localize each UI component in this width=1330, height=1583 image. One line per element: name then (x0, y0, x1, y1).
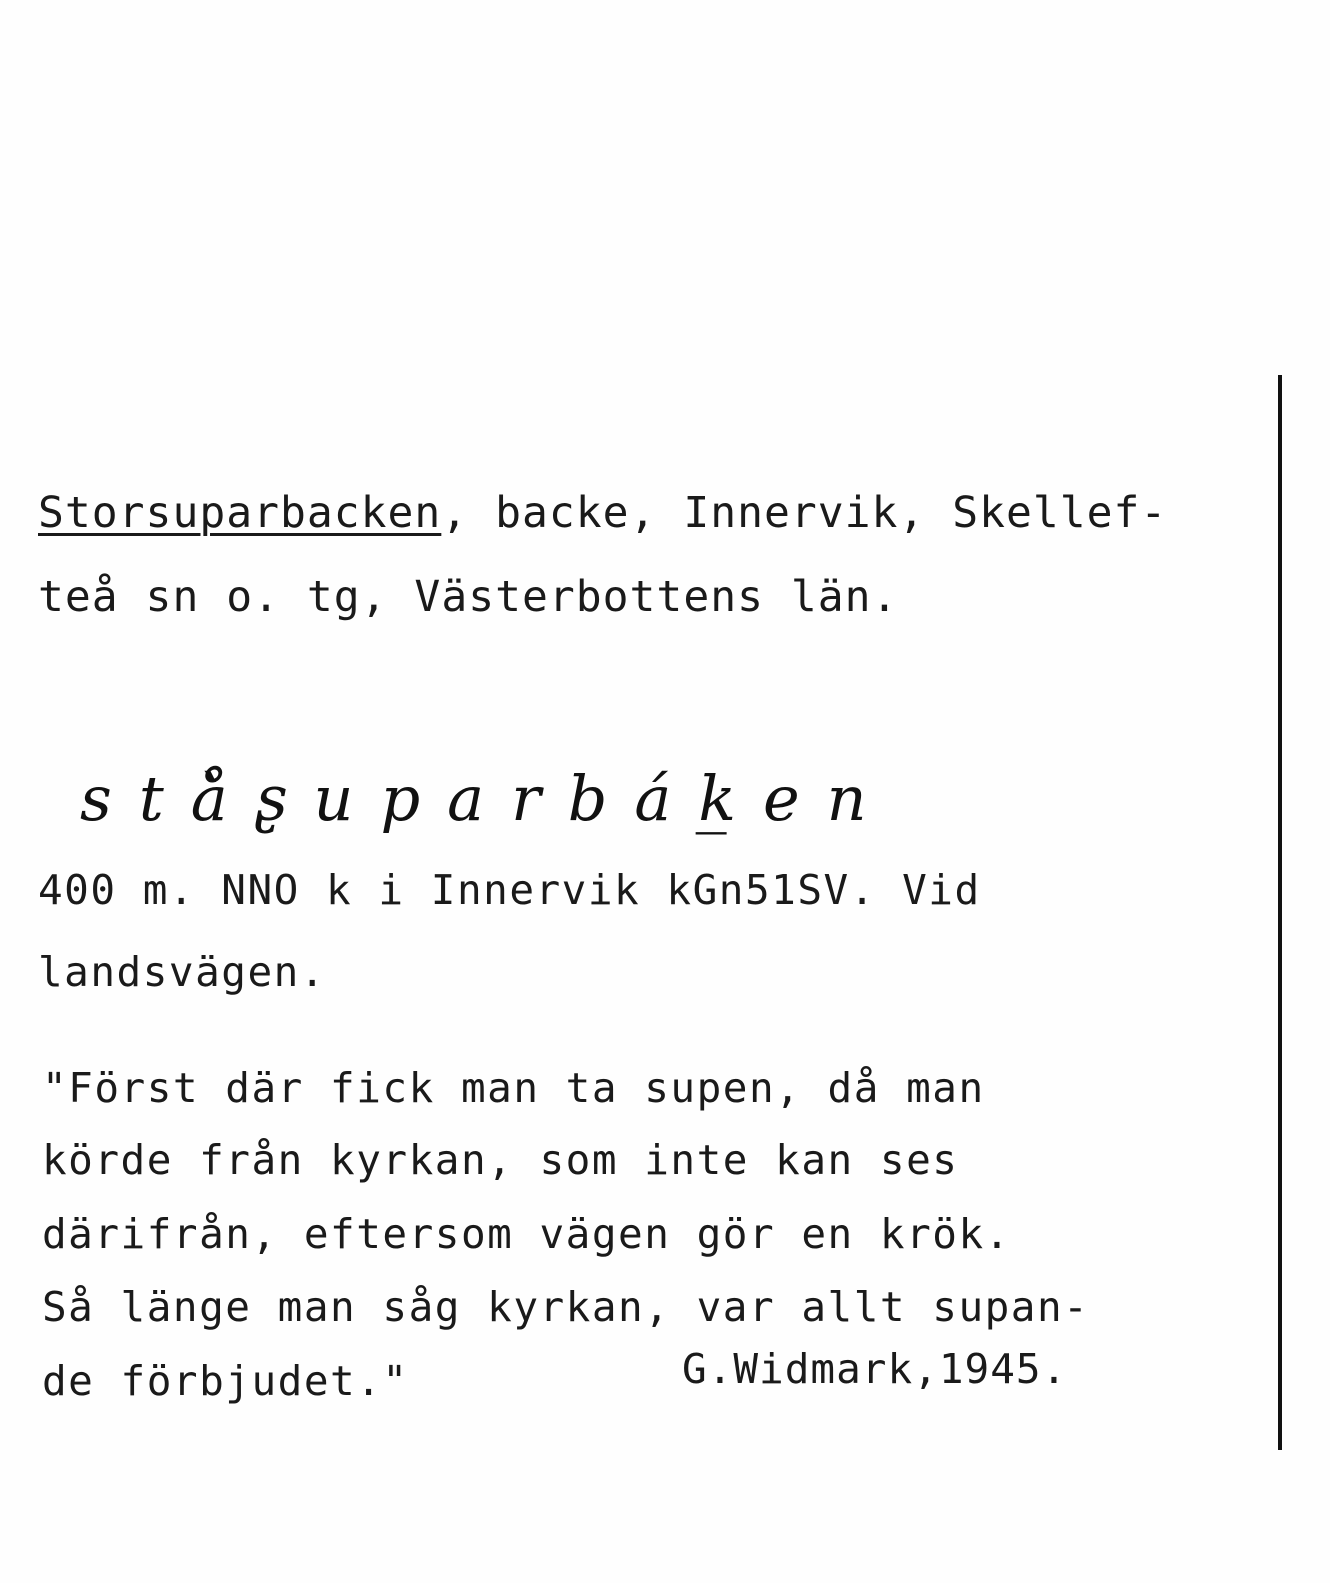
card-edge-line (1278, 375, 1282, 1450)
quote-line-2: körde från kyrkan, som inte kan ses (42, 1136, 959, 1184)
quote-line-1: "Först där fick man ta supen, då man (42, 1064, 985, 1112)
quote-line-4: Så länge man såg kyrkan, var allt supan- (42, 1283, 1090, 1331)
location-line-2: landsvägen. (38, 948, 327, 996)
location-line-1: 400 m. NNO k i Innervik kGn51SV. Vid (38, 866, 981, 914)
heading-description: , backe, Innervik, Skellef- (441, 488, 1168, 538)
quote-line-3: därifrån, eftersom vägen gör en krök. (42, 1210, 1011, 1258)
headword: Storsuparbacken (38, 488, 442, 538)
heading-line-2: teå sn o. tg, Västerbottens län. (38, 572, 899, 622)
heading-line-1 (38, 488, 1167, 538)
phonetic-transcription: stå̀ʂuparbák̲en (80, 762, 894, 835)
signature: G.Widmark,1945. (682, 1345, 1068, 1393)
quote-line-5: de förbjudet." (42, 1357, 409, 1405)
